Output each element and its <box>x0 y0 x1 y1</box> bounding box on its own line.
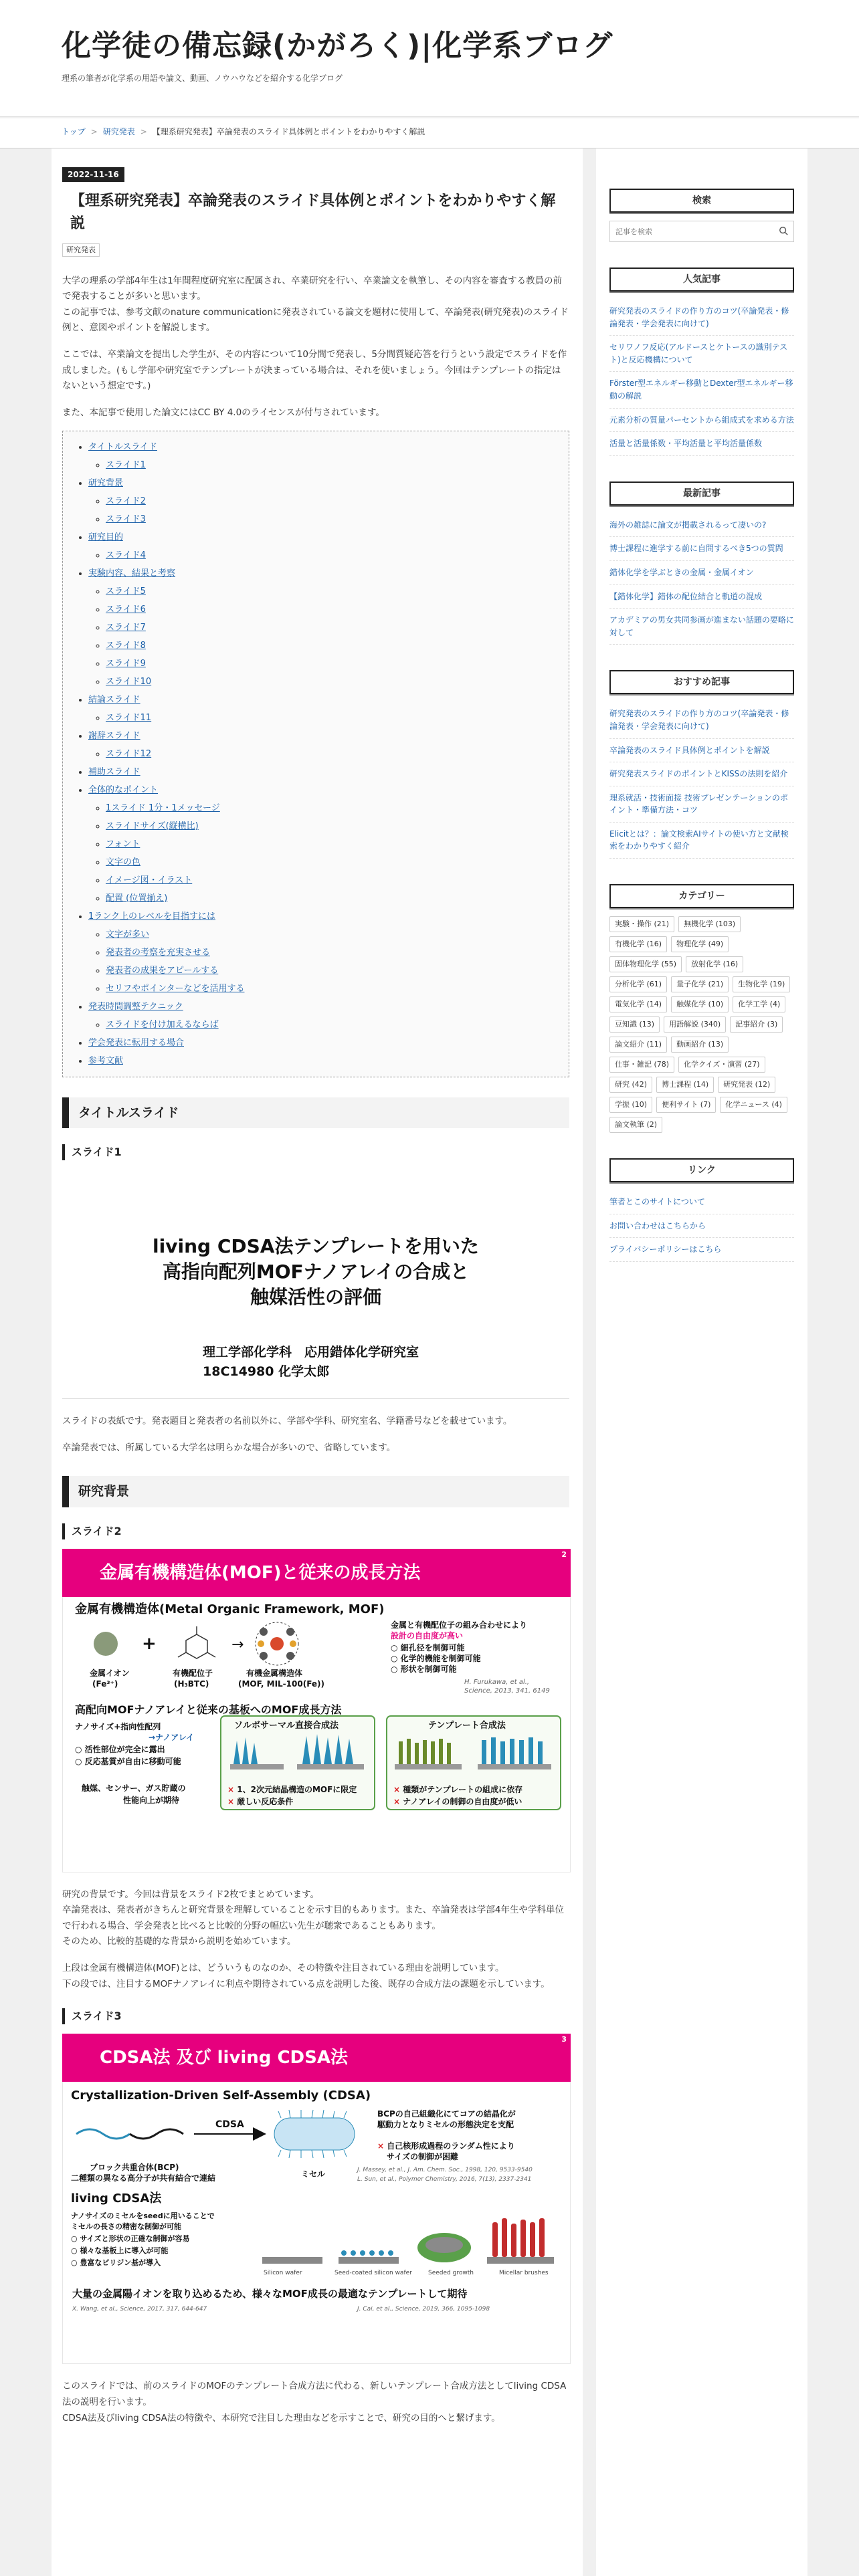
toc-subitem <box>106 655 562 673</box>
svg-text:J. Cai, et al., Science, 2019,: J. Cai, et al., Science, 2019, 366, 1095-1098 <box>357 2306 490 2313</box>
table-of-contents <box>62 431 569 1077</box>
svg-text:高配向MOFナノアレイと従来の基板へのMOF成長方法: 高配向MOFナノアレイと従来の基板へのMOF成長方法 <box>75 1703 342 1716</box>
toc-subitem <box>106 709 562 727</box>
toc-sublist <box>88 926 562 998</box>
latest-link[interactable]: 錯体化学を学ぶときの金属・金属イオン <box>609 567 754 577</box>
svg-text:駆動力となりミセルの形態決定を支配: 駆動力となりミセルの形態決定を支配 <box>377 2120 514 2130</box>
sidebar-link-link[interactable]: お問い合わせはこちらから <box>609 1220 706 1230</box>
category-tag[interactable]: 生物化学 (19) <box>733 976 790 992</box>
svg-text:living CDSA法: living CDSA法 <box>71 2191 162 2206</box>
toc-subitem <box>106 980 562 998</box>
popular-item <box>609 300 794 336</box>
svg-text:(H₃BTC): (H₃BTC) <box>174 1679 209 1689</box>
post-category-label[interactable]: 研究発表 <box>62 243 100 257</box>
svg-text:J. Massey, et al., J. Am. Chem: J. Massey, et al., J. Am. Chem. Soc., 1998, 120, 9533-9540 <box>357 2167 533 2174</box>
svg-text:大量の金属陽イオンを取り込めるため、様々なMOF成長の最適な: 大量の金属陽イオンを取り込めるため、様々なMOF成長の最適なテンプレートして期待 <box>72 2288 468 2300</box>
svg-text:○ サイズと形状の正確な制御が容易: ○ サイズと形状の正確な制御が容易 <box>71 2234 190 2244</box>
svg-text:○ 細孔径を制御可能: ○ 細孔径を制御可能 <box>391 1642 465 1652</box>
svg-text:→: → <box>231 1636 244 1653</box>
popular-item <box>609 409 794 433</box>
popular-link[interactable]: セリワノフ反応(アルドースとケトースの識別テスト)と反応機構について <box>609 342 788 364</box>
toc-sublink[interactable]: スライドサイズ(縦横比) <box>106 821 199 831</box>
svg-text:○ 活性部位が完全に露出: ○ 活性部位が完全に露出 <box>75 1744 165 1754</box>
toc-item <box>88 998 562 1034</box>
toc-sublist <box>88 582 562 691</box>
metal-ion-sphere <box>94 1632 118 1656</box>
toc-link[interactable]: 研究背景 <box>88 477 124 488</box>
toc-subitem <box>106 1016 562 1034</box>
toc-link[interactable]: タイトルスライド <box>88 441 157 452</box>
search-widget <box>609 189 794 242</box>
toc-sublink[interactable]: イメージ図・イラスト <box>106 875 193 885</box>
popular-link[interactable]: 研究発表のスライドの作り方のコツ(卒論発表・修論発表・学会発表に向けて) <box>609 306 789 328</box>
links-list <box>609 1190 794 1262</box>
recommended-item <box>609 786 794 823</box>
toc-sublink[interactable]: スライド3 <box>106 514 146 524</box>
sidebar-link-link[interactable]: プライバシーポリシーはこちら <box>609 1245 722 1255</box>
svg-text:(MOF, MIL-100(Fe)): (MOF, MIL-100(Fe)) <box>238 1679 325 1689</box>
toc-sublink[interactable]: スライド9 <box>106 658 146 669</box>
toc-sublink[interactable]: スライド11 <box>106 712 152 723</box>
toc-item <box>88 1052 562 1070</box>
category-tag[interactable]: 放射化学 (16) <box>686 956 743 972</box>
recommended-widget <box>609 670 794 859</box>
svg-text:触媒、センサー、ガス貯蔵の: 触媒、センサー、ガス貯蔵の <box>82 1783 186 1793</box>
svg-text:二種類の異なる高分子が共有結合で連結: 二種類の異なる高分子が共有結合で連結 <box>71 2173 216 2183</box>
svg-text:× 1、2次元結晶構造のMOFに限定: × 1、2次元結晶構造のMOFに限定 <box>227 1784 357 1794</box>
slide-3-diagram <box>63 2082 570 2364</box>
bcp-chain <box>76 2129 183 2139</box>
slide-1-paragraph: スライドの表紙です。発表題目と発表者の名前以外に、学部や学科、研究室名、学籍番号などを載せています。 <box>62 1415 512 1426</box>
intro-paragraph: ここでは、卒業論文を提出した学生が、その内容について10分間で発表し、5分間質疑応答を行うという設定でスライドを作成しました。(もし学部や研究室でテンプレートが決まっている場合は、それを使いましょう。今回はテンプレートの指定はないという想定です。) <box>62 349 567 392</box>
toc-link[interactable]: 謝辞スライド <box>88 730 140 741</box>
category-tag[interactable]: 量子化学 (21) <box>671 976 729 992</box>
toc-item <box>88 727 562 763</box>
toc-sublist <box>88 456 562 474</box>
svg-text:(Fe³⁺): (Fe³⁺) <box>92 1679 118 1689</box>
toc-item <box>88 763 562 781</box>
toc-sublink[interactable]: スライド4 <box>106 550 146 560</box>
recommended-link[interactable]: 研究発表スライドのポイントとKISSの法則を紹介 <box>609 769 788 779</box>
toc-sublink[interactable]: セリフやポインターなどを活用する <box>106 983 245 994</box>
category-tag[interactable]: 記事紹介 (3) <box>730 1016 783 1033</box>
svg-text:Micellar brushes: Micellar brushes <box>499 2270 549 2277</box>
svg-text:金属イオン: 金属イオン <box>90 1668 130 1678</box>
popular-item <box>609 372 794 408</box>
toc-subitem <box>106 944 562 962</box>
recommended-link[interactable]: 卒論発表のスライド具体例とポイントを解説 <box>609 745 770 755</box>
toc-link[interactable]: 結論スライド <box>88 694 140 705</box>
slide-2-paragraph: 上段は金属有機構造体(MOF)とは、どういうものなのか、その特徴や注目されている理由を説明しています。 下の段では、注目するMOFナノアレイに利点や期待されている点を説明した後、既存の合成方法の課題を示しています。 <box>62 1963 550 1990</box>
recommended-item <box>609 702 794 738</box>
toc-sublist <box>88 709 562 727</box>
toc-sublink[interactable]: スライド8 <box>106 640 146 651</box>
slide-1-paragraph: 卒論発表では、所属している大学名は明らかな場合が多いので、省略しています。 <box>62 1442 396 1453</box>
toc-link[interactable]: 参考文献 <box>88 1055 124 1066</box>
svg-text:有機金属構造体: 有機金属構造体 <box>246 1668 303 1678</box>
article <box>52 148 583 2576</box>
latest-link[interactable]: 【錯体化学】錯体の配位結合と軌道の混成 <box>609 591 763 601</box>
svg-text:ミセル: ミセル <box>301 2169 326 2179</box>
svg-text:H. Furukawa, et al.,: H. Furukawa, et al., <box>464 1678 530 1686</box>
toc-sublink[interactable]: スライド5 <box>106 586 146 597</box>
svg-text:○ 化学的機能を制御可能: ○ 化学的機能を制御可能 <box>391 1653 481 1663</box>
latest-link[interactable]: 海外の雑誌に論文が掲載されるって凄いの? <box>609 520 767 530</box>
toc-subitem <box>106 637 562 655</box>
popular-item <box>609 336 794 372</box>
toc-item <box>88 564 562 691</box>
recommended-widget-title: おすすめ記事 <box>609 670 794 694</box>
svg-text:ミセルの長さの精密な制御が可能: ミセルの長さの精密な制御が可能 <box>71 2222 181 2232</box>
toc-subitem <box>106 456 562 474</box>
svg-text:× 自己核形成過程のランダム性により: × 自己核形成過程のランダム性により <box>377 2141 515 2151</box>
svg-text:性能向上が期待: 性能向上が期待 <box>123 1795 180 1805</box>
category-tag[interactable]: 固体物理化学 (55) <box>609 956 682 972</box>
latest-item <box>609 585 794 609</box>
recommended-link[interactable]: 理系就活・技術面接 技術プレゼンテーションのポイント・準備方法・コツ <box>609 792 788 815</box>
slide-3-header: CDSA法 及び living CDSA法 3 <box>62 2034 571 2082</box>
category-tag[interactable]: 動画紹介 (13) <box>671 1037 729 1053</box>
category-tag[interactable]: 学振 (10) <box>609 1097 652 1113</box>
toc-sublink[interactable]: フォント <box>106 839 140 849</box>
svg-text:× 厳しい反応条件: × 厳しい反応条件 <box>227 1796 294 1806</box>
toc-link[interactable]: 発表時間調整テクニック <box>88 1001 183 1012</box>
slide-2-image <box>62 1549 571 1872</box>
section-heading-title-slide: タイトルスライド <box>62 1097 569 1128</box>
category-tag[interactable]: 分析化学 (61) <box>609 976 667 992</box>
slide-1-title: living CDSA法テンプレートを用いた 高指向配列MOFナノアレイの合成と 触媒活性の評価 <box>153 1235 479 1308</box>
category-tag[interactable]: 電気化学 (14) <box>609 996 667 1012</box>
intro-paragraph: 大学の理系の学部4年生は1年間程度研究室に配属され、卒業研究を行い、卒業論文を執筆し、その内容を審査する教員の前で発表することが多いと思います。 この記事では、参考文献のnature communicationに発表されている論文を題材に使用して、卒論発表(研究発表)のスライド例と、意図やポイントを解説します。 <box>62 275 569 334</box>
toc-subitem <box>106 546 562 564</box>
micelle-cylinder <box>274 2110 355 2158</box>
toc-sublink[interactable]: 発表者の考察を充実させる <box>106 947 211 958</box>
toc-subitem <box>106 853 562 871</box>
latest-widget <box>609 481 794 645</box>
living-cdsa-stages <box>262 2218 554 2276</box>
toc-item <box>88 528 562 564</box>
category-tag[interactable]: 化学ニュース (4) <box>720 1097 787 1113</box>
category-tag[interactable]: 論文紹介 (11) <box>609 1037 667 1053</box>
svg-text:有機配位子: 有機配位子 <box>173 1668 213 1678</box>
toc-subitem <box>106 673 562 691</box>
breadcrumb-home[interactable]: トップ <box>62 127 86 136</box>
category-tag[interactable]: 豆知識 (13) <box>609 1016 660 1033</box>
sidebar-link-item <box>609 1214 794 1239</box>
toc-sublink[interactable]: 文字の色 <box>106 857 141 867</box>
toc-list <box>78 438 562 1070</box>
toc-sublist <box>88 546 562 564</box>
toc-subitem <box>106 745 562 763</box>
breadcrumb-separator: > <box>140 127 147 136</box>
toc-sublink[interactable]: スライド1 <box>106 459 146 470</box>
category-tag[interactable]: 博士課程 (14) <box>656 1077 714 1093</box>
category-tag[interactable]: 研究 (42) <box>609 1077 652 1093</box>
toc-subitem <box>106 817 562 835</box>
toc-subitem <box>106 492 562 510</box>
toc-sublink[interactable]: 配置 (位置揃え) <box>106 893 168 903</box>
breadcrumb-category[interactable]: 研究発表 <box>102 127 135 136</box>
toc-link[interactable]: 補助スライド <box>88 766 140 777</box>
svg-text:○ 形状を制御可能: ○ 形状を制御可能 <box>391 1664 457 1674</box>
svg-text:金属有機構造体(Metal Organic Framewor: 金属有機構造体(Metal Organic Framework, MOF) <box>75 1602 385 1616</box>
category-tag[interactable]: 便利サイト (7) <box>656 1097 716 1113</box>
svg-text:テンプレート合成法: テンプレート合成法 <box>428 1720 506 1731</box>
svg-text:CDSA: CDSA <box>215 2119 244 2131</box>
toc-subitem <box>106 601 562 619</box>
slide-3-body <box>62 2082 571 2364</box>
site-description: 理系の筆者が化学系の用語や論文、動画、ノウハウなどを紹介する化学ブログ <box>62 74 343 84</box>
mof-structure <box>256 1622 298 1665</box>
svg-text:X. Wang, et al., Science, 2017: X. Wang, et al., Science, 2017, 317, 644-647 <box>72 2306 207 2313</box>
svg-text:ブロック共重合体(BCP): ブロック共重合体(BCP) <box>90 2163 179 2173</box>
toc-item <box>88 474 562 528</box>
toc-sublink[interactable]: スライド6 <box>106 604 146 615</box>
recommended-item <box>609 823 794 859</box>
toc-subitem <box>106 799 562 817</box>
links-widget-title: リンク <box>609 1158 794 1182</box>
category-tag[interactable]: 触媒化学 (10) <box>671 996 729 1012</box>
ligand-structure <box>178 1626 215 1658</box>
site-title[interactable]: 化学徒の備忘録(かがろく)|化学系ブログ <box>62 29 613 63</box>
svg-text:L. Sun, et al., Polymer Chemis: L. Sun, et al., Polymer Chemistry, 2016, 7(13), 2337-2341 <box>357 2176 532 2183</box>
category-tag[interactable]: 無機化学 (103) <box>678 916 741 932</box>
toc-link[interactable]: 実験内容、結果と考察 <box>88 568 176 578</box>
svg-text:○ 反応基質が自由に移動可能: ○ 反応基質が自由に移動可能 <box>75 1756 181 1766</box>
svg-text:ソルボサーマル直接合成法: ソルボサーマル直接合成法 <box>234 1720 339 1731</box>
toc-item <box>88 781 562 907</box>
slide-2-header: 金属有機構造体(MOF)と従来の成長方法 2 <box>62 1549 571 1597</box>
toc-item <box>88 907 562 998</box>
svg-text:+: + <box>142 1633 157 1654</box>
svg-text:Science, 2013, 341, 6149: Science, 2013, 341, 6149 <box>464 1687 550 1695</box>
search-widget-title: 検索 <box>609 189 794 213</box>
svg-text:Seeded growth: Seeded growth <box>428 2270 474 2277</box>
toc-sublink[interactable]: 1スライド 1分・1メッセージ <box>106 802 220 813</box>
slide-number: 2 <box>561 1549 567 1559</box>
toc-subitem <box>106 510 562 528</box>
toc-item <box>88 691 562 727</box>
toc-subitem <box>106 889 562 907</box>
slide-heading-3: スライド3 <box>62 2008 569 2024</box>
svg-text:○ 様々な基板上に導入が可能: ○ 様々な基板上に導入が可能 <box>71 2246 169 2256</box>
recommended-item <box>609 762 794 786</box>
breadcrumb-current: 【理系研究発表】卒論発表のスライド具体例とポイントをわかりやすく解説 <box>152 127 425 136</box>
svg-text:サイズの制御が困難: サイズの制御が困難 <box>387 2152 459 2162</box>
content-wrap <box>0 148 859 2576</box>
sidebar-link-item <box>609 1190 794 1214</box>
category-tag[interactable]: 用語解説 (340) <box>664 1016 726 1033</box>
latest-link[interactable]: アカデミアの男女共同参画が進まない話題の要略に対して <box>609 615 794 637</box>
popular-link[interactable]: 活量と活量係数・平均活量と平均活量係数 <box>609 439 763 449</box>
svg-text:× 種類がテンプレートの組成に依存: × 種類がテンプレートの組成に依存 <box>393 1784 523 1794</box>
toc-sublist <box>88 745 562 763</box>
sidebar-link-item <box>609 1238 794 1262</box>
slide-heading-1: スライド1 <box>62 1144 569 1160</box>
slide-heading-2: スライド2 <box>62 1523 569 1539</box>
toc-sublink[interactable]: スライド10 <box>106 676 152 687</box>
slide-3-paragraph: このスライドでは、前のスライドのMOFのテンプレート合成方法に代わる、新しいテンプレート合成方法としてliving CDSA法の説明を行います。 CDSA法及びliving CDSA法の特徴や、本研究で注目した理由などを示すことで、研究の目的へと繋げます。 <box>62 2381 567 2424</box>
category-widget-title: カテゴリー <box>609 884 794 908</box>
popular-widget <box>609 267 794 456</box>
slide-1-affiliation: 理工学部化学科 応用錯体化学研究室 18C14980 化学太郎 <box>203 1345 419 1379</box>
section-heading-background: 研究背景 <box>62 1476 569 1507</box>
toc-subitem <box>106 835 562 853</box>
category-tag[interactable]: 化学工学 (4) <box>733 996 785 1012</box>
latest-widget-title: 最新記事 <box>609 481 794 506</box>
breadcrumb <box>0 118 859 148</box>
post-title: 【理系研究発表】卒論発表のスライド具体例とポイントをわかりやすく解説 <box>70 193 556 233</box>
site-header <box>0 0 859 117</box>
latest-item <box>609 561 794 585</box>
sidebar-link-link[interactable]: 筆者とこのサイトについて <box>609 1197 705 1207</box>
recommended-link[interactable]: 研究発表のスライドの作り方のコツ(卒論発表・修論発表・学会発表に向けて) <box>609 709 789 731</box>
popular-item <box>609 432 794 456</box>
toc-subitem <box>106 582 562 601</box>
toc-sublink[interactable]: スライド2 <box>106 496 146 506</box>
toc-link[interactable]: 全体的なポイント <box>88 784 159 795</box>
svg-text:Seed-coated silicon wafer: Seed-coated silicon wafer <box>335 2270 412 2277</box>
toc-sublink[interactable]: スライド12 <box>106 748 152 759</box>
category-tags <box>609 916 794 1133</box>
toc-sublist <box>88 799 562 907</box>
svg-text:○ 豊富なビリジン基が導入: ○ 豊富なビリジン基が導入 <box>71 2258 161 2268</box>
toc-subitem <box>106 871 562 889</box>
slide-2-body <box>62 1597 571 1872</box>
svg-text:金属と有機配位子の組み合わせにより: 金属と有機配位子の組み合わせにより <box>391 1620 528 1630</box>
category-tag[interactable]: 実験・操作 (21) <box>609 916 674 932</box>
category-tag[interactable]: 化学クイズ・演習 (27) <box>678 1057 765 1073</box>
popular-link[interactable]: 元素分析の質量パーセントから組成式を求める方法 <box>609 415 794 425</box>
svg-text:BCPの自己組織化にてコアの結晶化が: BCPの自己組織化にてコアの結晶化が <box>377 2109 516 2119</box>
toc-sublink[interactable]: スライド7 <box>106 622 146 633</box>
slide-3-image <box>62 2034 571 2364</box>
toc-sublink[interactable]: スライドを付け加えるならば <box>106 1019 219 1030</box>
intro-paragraph: また、本記事で使用した論文にはCC BY 4.0のライセンスが付与されています。 <box>62 407 385 418</box>
toc-subitem <box>106 619 562 637</box>
sidebar <box>596 148 807 2576</box>
category-tag[interactable]: 研究発表 (12) <box>718 1077 775 1093</box>
popular-link[interactable]: Förster型エネルギー移動とDexter型エネルギー移動の解説 <box>609 379 793 401</box>
svg-text:× ナノアレイの制御の自由度が低い: × ナノアレイの制御の自由度が低い <box>393 1796 522 1806</box>
svg-text:設計の自由度が高い: 設計の自由度が高い <box>391 1630 464 1640</box>
category-tag[interactable]: 論文執筆 (2) <box>609 1117 662 1133</box>
svg-text:Crystallization-Driven Self-As: Crystallization-Driven Self-Assembly (CDSA) <box>71 2088 371 2103</box>
recommended-list <box>609 702 794 859</box>
toc-link[interactable]: 研究目的 <box>88 532 124 542</box>
category-tag[interactable]: 物理化学 (49) <box>671 936 729 952</box>
category-widget <box>609 884 794 1133</box>
slide-2-paragraph: 研究の背景です。今回は背景をスライド2枚でまとめています。 卒論発表は、発表者がきちんと研究背景を理解していることを示す目的もあります。また、卒論発表は学部4年生や学科単位で行われる場合、学会発表と比べると比較的分野の幅広い先生が聴衆であることもあります。 そのため、比較的基礎的な背景から説明を始めています。 <box>62 1889 565 1947</box>
latest-item <box>609 514 794 538</box>
search-input[interactable] <box>610 221 771 241</box>
toc-sublink[interactable]: 文字が多い <box>106 929 150 940</box>
svg-text:Silicon wafer: Silicon wafer <box>264 2270 302 2277</box>
latest-list <box>609 514 794 645</box>
toc-subitem <box>106 962 562 980</box>
search-box <box>609 221 794 242</box>
toc-sublink[interactable]: 発表者の成果をアピールする <box>106 965 219 976</box>
search-icon[interactable] <box>779 226 788 235</box>
toc-subitem <box>106 926 562 944</box>
svg-text:ナノサイズ+指向性配列: ナノサイズ+指向性配列 <box>75 1721 161 1731</box>
slide-number: 3 <box>561 2035 567 2044</box>
slide-1-image <box>62 1168 569 1399</box>
category-tag[interactable]: 有機化学 (16) <box>609 936 667 952</box>
latest-item <box>609 537 794 561</box>
toc-item <box>88 438 562 474</box>
popular-list <box>609 300 794 456</box>
toc-item <box>88 1034 562 1052</box>
latest-link[interactable]: 博士課程に進学する前に自問するべき5つの質問 <box>609 544 783 554</box>
toc-link[interactable]: 1ランク上のレベルを目指すには <box>88 911 216 922</box>
latest-item <box>609 609 794 645</box>
toc-sublist <box>88 492 562 528</box>
toc-sublist <box>88 1016 562 1034</box>
breadcrumb-separator: > <box>90 127 98 136</box>
svg-text:→ナノアレイ: →ナノアレイ <box>149 1732 195 1742</box>
category-tag[interactable]: 仕事・雑記 (78) <box>609 1057 674 1073</box>
toc-link[interactable]: 学会発表に転用する場合 <box>88 1037 185 1048</box>
recommended-item <box>609 739 794 763</box>
popular-widget-title: 人気記事 <box>609 267 794 292</box>
slide-2-diagram <box>63 1597 570 1872</box>
recommended-link[interactable]: Elicitとは？：論文検索AIサイトの使い方と文献検索をわかりやすく紹介 <box>609 829 789 851</box>
svg-text:ナノサイズのミセルをseedに用いることで: ナノサイズのミセルをseedに用いることで <box>71 2212 215 2221</box>
links-widget <box>609 1158 794 1262</box>
post-date: 2022-11-16 <box>62 167 124 182</box>
